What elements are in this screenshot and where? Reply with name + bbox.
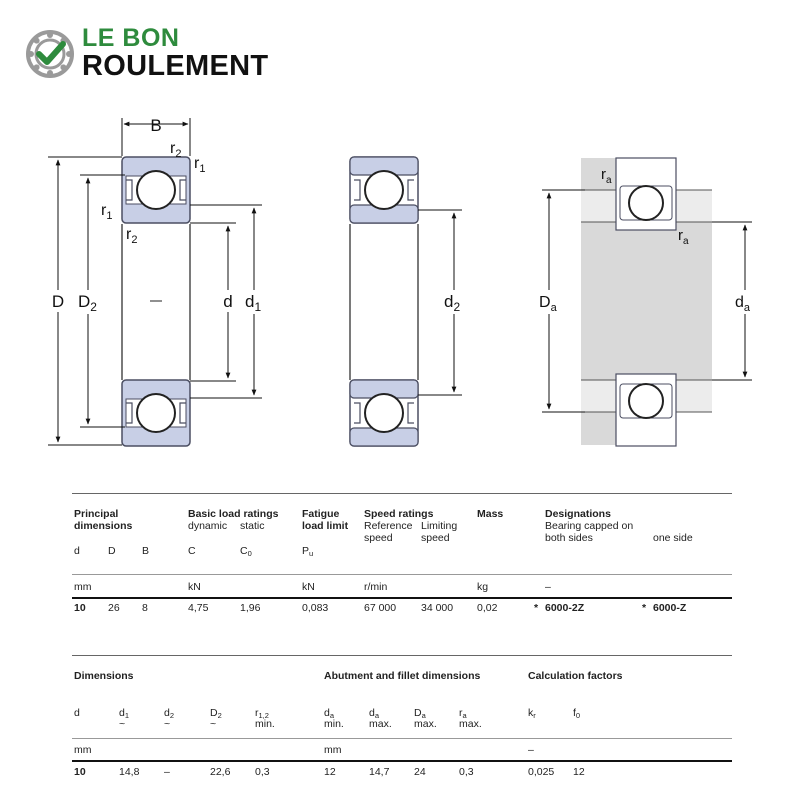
sym2-r12-min: min.	[255, 718, 275, 730]
sym2-ra-max: $r_a$	[459, 707, 467, 720]
hdr-mass: Mass	[477, 508, 504, 520]
val-Pu: 0,083	[302, 602, 329, 614]
sym-C0: $C_0$	[240, 545, 252, 558]
unit-kg: kg	[477, 581, 489, 593]
unit2-mm-2: mm	[324, 744, 342, 756]
unit-mm: mm	[74, 581, 92, 593]
unit2-dash: –	[528, 744, 534, 756]
brand-line-1: LE BON	[82, 24, 180, 52]
hdr-calc: Calculation factors	[528, 670, 623, 682]
hdr-dynamic: dynamic	[188, 520, 228, 532]
label-d1: $d_1$	[245, 292, 262, 314]
unit-dash: –	[545, 581, 551, 593]
bearing-drawing	[0, 100, 800, 460]
hdr-principal-2: dimensions	[74, 520, 133, 532]
sym2-d1-tilde: ~	[119, 718, 126, 730]
hdr-lim-speed: speed	[421, 532, 450, 544]
val-d: 10	[74, 602, 86, 614]
sym2-Da-max: $D_a$	[414, 707, 426, 720]
hdr-fatigue-2: load limit	[302, 520, 349, 532]
label-B: B	[150, 116, 162, 135]
hdr-ref-speed: speed	[364, 532, 393, 544]
sym2-d2-tilde: ~	[164, 718, 171, 730]
val-C: 4,75	[188, 602, 209, 614]
val2-da-max: 14,7	[369, 766, 390, 778]
hdr-principal-1: Principal	[74, 508, 119, 520]
hdr-designations: Designations	[545, 508, 611, 520]
mounting-view	[538, 158, 756, 446]
hdr-reference: Reference	[364, 520, 413, 532]
val2-kr: 0,025	[528, 766, 555, 778]
val-C0: 1,96	[240, 602, 261, 614]
brand-line-2: ROULEMENT	[82, 50, 269, 82]
unit-rmin: r/min	[364, 581, 388, 593]
bearing-view-outline	[350, 157, 467, 446]
val2-d1: 14,8	[119, 766, 140, 778]
hdr-basic: Basic load ratings	[188, 508, 279, 520]
hdr-capped-1: Bearing capped on	[545, 520, 634, 532]
label-ra-top: $r_a$	[601, 166, 612, 186]
hdr-dimensions: Dimensions	[74, 670, 134, 682]
val2-d: 10	[74, 766, 86, 778]
val2-ra-max: 0,3	[459, 766, 474, 778]
label-D2: $D_2$	[78, 292, 97, 314]
sym2-ra-max-label: max.	[459, 718, 482, 730]
label-r2-bottom: $r_2$	[126, 226, 138, 246]
sym2-d2: $d_2$	[164, 707, 175, 720]
val2-d2: –	[164, 766, 170, 778]
hdr-speed: Speed ratings	[364, 508, 434, 520]
val2-da-min: 12	[324, 766, 336, 778]
sym2-da-max: $d_a$	[369, 707, 380, 720]
bearing-view-main	[48, 116, 268, 446]
sym2-r12: $r_{1,2}$	[255, 707, 269, 720]
val2-f0: 12	[573, 766, 585, 778]
specs-table-1	[72, 493, 732, 613]
hdr-static: static	[240, 520, 265, 532]
sym-D: D	[108, 545, 116, 557]
val2-r12: 0,3	[255, 766, 270, 778]
label-d2: $d_2$	[444, 292, 461, 314]
hdr-limiting: Limiting	[421, 520, 458, 532]
star-one: *	[642, 602, 647, 614]
val-des-both: 6000-2Z	[545, 602, 585, 614]
val-ref-speed: 67 000	[364, 602, 397, 614]
label-Da: $D_a$	[539, 294, 557, 314]
val-D: 26	[108, 602, 120, 614]
sym-B: B	[142, 545, 150, 557]
sym2-f0: $f_0$	[573, 707, 581, 720]
val-B: 8	[142, 602, 148, 614]
label-D: D	[51, 292, 65, 311]
val-des-one: 6000-Z	[653, 602, 687, 614]
label-r1-top: $r_1$	[194, 155, 206, 175]
val-lim-speed: 34 000	[421, 602, 454, 614]
sym2-kr: $k_r$	[528, 707, 536, 720]
label-da: $d_a$	[735, 294, 751, 314]
sym2-da-min-label: min.	[324, 718, 344, 730]
unit2-mm-1: mm	[74, 744, 92, 756]
sym2-da-max-label: max.	[369, 718, 392, 730]
label-ra-inner: $r_a$	[678, 227, 689, 247]
val-mass: 0,02	[477, 602, 498, 614]
sym2-D2: $D_2$	[210, 707, 222, 720]
sym2-D2-tilde: ~	[210, 718, 217, 730]
sym-d: d	[74, 545, 80, 557]
sym2-Da-max-label: max.	[414, 718, 437, 730]
hdr-fatigue-1: Fatigue	[302, 508, 340, 520]
sym2-d1: $d_1$	[119, 707, 130, 720]
sym-C: C	[188, 545, 196, 557]
val2-Da-max: 24	[414, 766, 426, 778]
label-r1-bottom: $r_1$	[101, 202, 113, 222]
bearing-check-icon	[24, 28, 76, 80]
specs-table-2	[72, 655, 732, 785]
sym-Pu: $P_u$	[302, 545, 314, 558]
unit-kN-2: kN	[302, 581, 315, 593]
hdr-one-side: one side	[653, 532, 693, 544]
brand-logo	[24, 26, 304, 86]
hdr-capped-2: both sides	[545, 532, 593, 544]
star-both: *	[534, 602, 539, 614]
label-r2-top: $r_2$	[170, 140, 182, 160]
hdr-abutment: Abutment and fillet dimensions	[324, 670, 481, 682]
label-d: d	[223, 292, 233, 311]
unit-kN-1: kN	[188, 581, 201, 593]
sym2-d: d	[74, 707, 80, 719]
val2-D2: 22,6	[210, 766, 231, 778]
sym2-da-min: $d_a$	[324, 707, 335, 720]
